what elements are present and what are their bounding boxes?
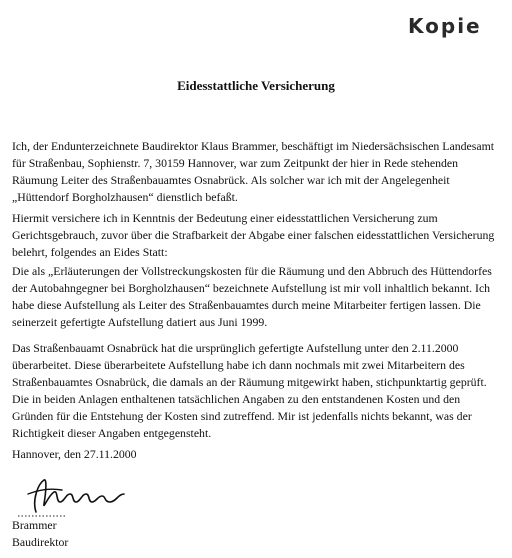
signer-name: Brammer	[12, 518, 57, 532]
paragraph-4: Das Straßenbauamt Osnabrück hat die ursprünglich gefertigte Aufstellung unter den 2.11.2000 überarbeitet. Diese überarbeitete Aufstellung habe ich dann nochmals mit zwei Mitarbeitern des Straßenbauamtes Osnabrück, die damals an der Räumung mitgewirkt haben, stichpunktartig geprüft. Die in beiden Anlagen enthaltenen tatsächlichen Angaben zu den entstandenen Kosten und den Gründen für die Entstehung der Kosten sind zutreffend. Mir ist jedenfalls nichts bekannt, was der Richtigkeit dieser Angaben entgegensteht.	[12, 341, 487, 440]
place-and-date: Hannover, den 27.11.2000	[12, 447, 137, 461]
paragraph-3: Die als „Erläuterungen der Vollstreckungskosten für die Räumung und den Abbruch des Hüttendorfes der Autobahngegner bei Borgholzhausen“ bezeichnete Aufstellung ist mir voll inhaltlich bekannt. Ich habe diese Aufstellung als Leiter des Straßenbauamtes durch meine Mitarbeiter fertigen lassen. Die seinerzeit gefertigte Aufstellung datiert aus Juni 1999.	[12, 264, 492, 329]
handwritten-signature	[14, 472, 164, 520]
paragraph-1: Ich, der Endunterzeichnete Baudirektor Klaus Brammer, beschäftigt im Niedersächsischen Landesamt für Straßenbau, Sophienstr. 7, 30159 Hannover, war zum Zeitpunkt der hier in Rede stehenden Räumung Leiter des Straßenbauamtes Osnabrück. Als solcher war ich mit der Angelegenheit „Hüttendorf Borgholzhausen“ dienstlich befaßt.	[12, 139, 495, 204]
paragraph-2: Hiermit versichere ich in Kenntnis der Bedeutung einer eidesstattlichen Versicherung zum Gerichtsgebrauch, zuvor über die Strafbarkeit der Abgabe einer falschen eidesstattlichen Versicherung belehrt, folgendes an Eides Statt:	[12, 211, 495, 259]
document-title: Eidesstattliche Versicherung	[177, 78, 335, 93]
copy-stamp: Kopie	[408, 14, 482, 38]
signer-title: Baudirektor	[12, 535, 69, 549]
